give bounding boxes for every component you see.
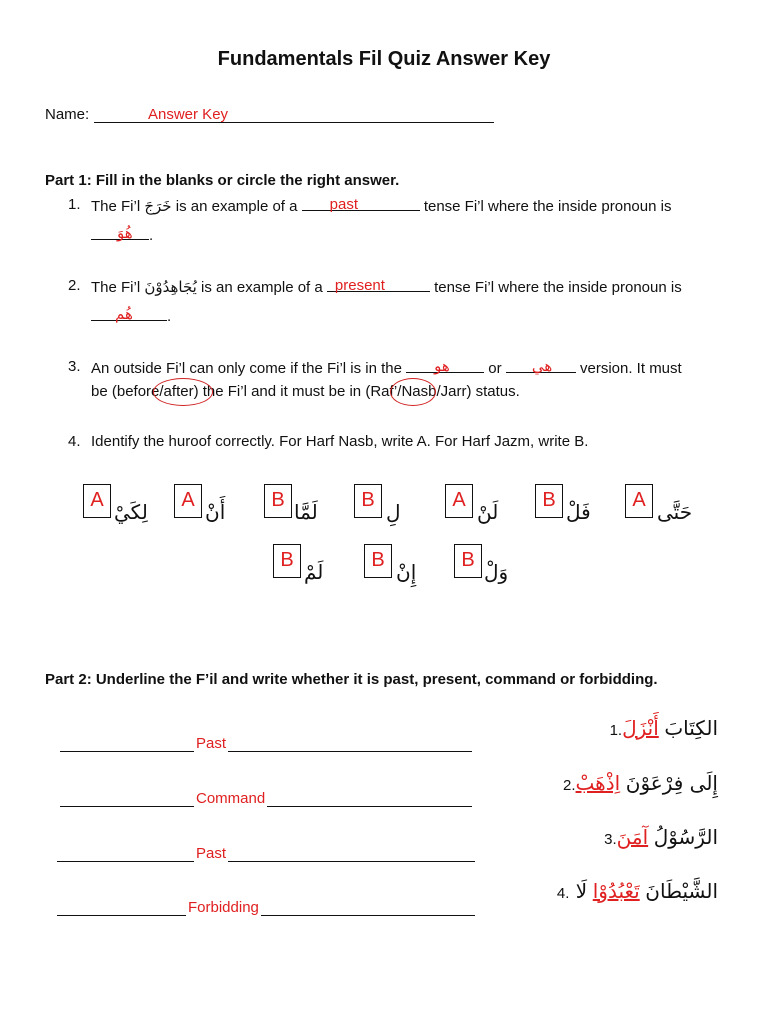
arabic-sentence xyxy=(490,771,718,796)
name-label: Name: xyxy=(45,106,90,123)
q3-answer-2: هي xyxy=(531,357,553,375)
harf-answer-box: B xyxy=(364,544,392,578)
harf-label: لِكَيْ xyxy=(114,500,148,524)
q2-answer-pronoun: هُم xyxy=(115,305,133,323)
arabic-rest: الرَّسُوْلُ xyxy=(653,825,718,849)
harf-label: وَلْ xyxy=(484,560,509,584)
part2-answer: Past xyxy=(196,735,227,752)
harf-answer-box: B xyxy=(535,484,563,518)
name-value: Answer Key xyxy=(148,106,229,123)
q3-line1 xyxy=(91,358,682,377)
q1-blank2 xyxy=(91,225,149,240)
harf-answer-box: B xyxy=(354,484,382,518)
arabic-prefix: لَا xyxy=(569,879,588,903)
q2-line1 xyxy=(91,277,682,296)
harf-label: لَمَّا xyxy=(294,500,318,524)
q3-text-b: or xyxy=(484,360,506,377)
item-number: .2 xyxy=(563,777,576,794)
harf-answer-box: A xyxy=(174,484,202,518)
circle-after-mark xyxy=(153,378,213,406)
q2-text-b: is an example of a xyxy=(196,279,327,296)
arabic-fil: أَنْزَلَ xyxy=(622,716,659,740)
q3-after: /after) xyxy=(159,383,199,400)
q2-blank1 xyxy=(327,277,430,292)
q1-blank1 xyxy=(302,196,420,211)
name-row xyxy=(45,106,89,123)
q3-answer-1: هو xyxy=(434,357,450,375)
q2-answer-tense: present xyxy=(334,277,385,294)
q2-text-a: The Fi’l xyxy=(91,279,145,296)
harf-answer-box: A xyxy=(83,484,111,518)
q1-text-b: is an example of a xyxy=(171,198,302,215)
part1-heading: Part 1: Fill in the blanks or circle the right answer. xyxy=(45,172,400,189)
q3-number: 3. xyxy=(68,358,81,375)
part2-answer: Past xyxy=(196,845,227,862)
q3-text-a: An outside Fi’l can only come if the Fi’l is in the xyxy=(91,360,407,377)
q1-line1 xyxy=(91,196,671,215)
answer-line xyxy=(57,861,475,862)
part2-answer: Command xyxy=(196,790,266,807)
q2-period: . xyxy=(167,308,172,325)
harf-label: أَنْ xyxy=(205,500,226,524)
answer-line xyxy=(60,751,472,752)
q3-blank2 xyxy=(506,358,576,373)
q1-period: . xyxy=(149,227,154,244)
q3-text-c: version. It must xyxy=(575,360,682,377)
q1-line2 xyxy=(91,225,153,244)
q2-number: 2. xyxy=(68,277,81,294)
harf-label: حَتَّى xyxy=(657,500,693,524)
q1-number: 1. xyxy=(68,196,81,213)
harf-answer-box: B xyxy=(454,544,482,578)
harf-answer-box: A xyxy=(625,484,653,518)
harf-label: لِ xyxy=(386,500,401,524)
harf-label: لَنْ xyxy=(477,500,499,524)
q4-number: 4. xyxy=(68,433,81,450)
harf-label: إِنْ xyxy=(396,560,417,584)
arabic-rest: الشَّيْطَانَ xyxy=(645,879,718,903)
item-number: .4 xyxy=(556,885,570,902)
q2-fil-word: يُجَاهِدُوْنَ xyxy=(144,278,197,296)
q1-text-a: The Fi’l xyxy=(91,198,145,215)
arabic-fil: آمَنَ xyxy=(616,825,649,849)
item-number: .3 xyxy=(604,831,617,848)
arabic-rest: إِلَى فِرْعَوْنَ xyxy=(625,771,718,795)
q3-text-d: the Fi’l and it must be in xyxy=(198,383,366,400)
arabic-rest: الكِتَابَ xyxy=(664,716,718,740)
q1-fil-word: خَرَجَ xyxy=(144,197,172,215)
q4-text: Identify the huroof correctly. For Harf Nasb, write A. For Harf Jazm, write B. xyxy=(91,433,589,450)
q2-line2 xyxy=(91,306,171,325)
circle-raf-mark xyxy=(390,378,436,406)
q2-blank2 xyxy=(91,306,167,321)
arabic-fil: تَعْبُدُوْا xyxy=(592,879,640,903)
arabic-sentence xyxy=(480,879,718,904)
arabic-fil: اِذْهَبْ xyxy=(575,771,621,795)
q1-text-c: tense Fi’l where the inside pronoun is xyxy=(419,198,672,215)
part2-answer: Forbidding xyxy=(188,899,259,916)
page-title: Fundamentals Fil Quiz Answer Key xyxy=(217,48,551,70)
harf-answer-box: B xyxy=(273,544,301,578)
arabic-sentence xyxy=(500,716,718,741)
q3-blank1 xyxy=(406,358,484,373)
q3-text-e: Nasb/Jarr) status. xyxy=(401,383,520,400)
item-number: .1 xyxy=(609,722,623,739)
answer-line xyxy=(57,915,475,916)
part2-heading: Part 2: Underline the F’il and write whether it is past, present, command or forbidding. xyxy=(45,671,658,688)
harf-label: فَلْ xyxy=(566,500,591,524)
harf-answer-box: B xyxy=(264,484,292,518)
harf-answer-box: A xyxy=(445,484,473,518)
q1-answer-pronoun: هُوَ xyxy=(117,224,133,242)
q3-raf: (Raf’/ xyxy=(365,383,402,400)
q1-answer-tense: past xyxy=(329,196,359,213)
harf-label: لَمْ xyxy=(304,560,324,584)
q3-before: be (before xyxy=(91,383,160,400)
arabic-sentence xyxy=(500,825,718,850)
q2-text-c: tense Fi’l where the inside pronoun is xyxy=(429,279,682,296)
